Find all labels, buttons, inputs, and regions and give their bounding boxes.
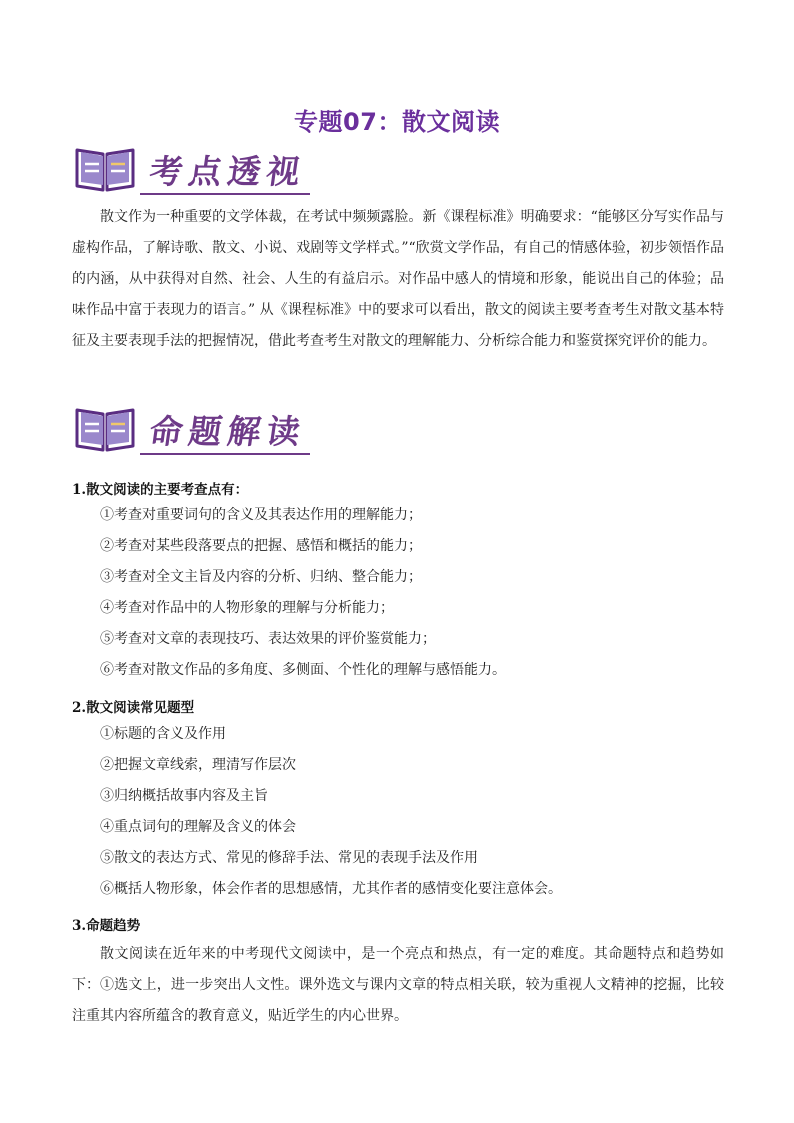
trend-intro: 散文阅读在近年来的中考现代文阅读中，是一个亮点和热点，有一定的难度。其命题特点和趋势如下： <box>72 946 724 993</box>
list-item: ④考查对作品中的人物形象的理解与分析能力； <box>100 600 394 616</box>
header-underline <box>140 193 310 195</box>
open-book-icon <box>74 404 136 452</box>
points-heading: 1.散文阅读的主要考查点有： <box>72 482 249 498</box>
header-underline <box>140 453 310 455</box>
list-item: ①标题的含义及作用 <box>100 726 226 742</box>
section-title-mingti: 命题解读 <box>146 412 309 451</box>
trend-heading: 3.命题趋势 <box>72 918 141 934</box>
section-header-mingti <box>74 404 314 460</box>
section-title-kaodian: 考点透视 <box>146 152 309 191</box>
list-item: ③归纳概括故事内容及主旨 <box>100 788 268 804</box>
list-item: ③考查对全文主旨及内容的分析、归纳、整合能力； <box>100 569 422 585</box>
types-list <box>100 719 740 905</box>
list-item: ①考查对重要词句的含义及其表达作用的理解能力； <box>100 507 422 523</box>
page-title: 专题07：散文阅读 <box>294 108 500 136</box>
trend-point-1: ①选文上，进一步突出人文性。课外选文与课内文章的特点相关联，较为重视人文精神的挖掘，比较注重其内容所蕴含的教育意义，贴近学生的内心世界。 <box>72 977 724 1024</box>
list-item: ⑤考查对文章的表现技巧、表达效果的评价鉴赏能力； <box>100 631 436 647</box>
list-item: ⑥概括人物形象，体会作者的思想感情，尤其作者的感情变化要注意体会。 <box>100 881 562 897</box>
intro-paragraph: 散文作为一种重要的文学体裁，在考试中频频露脸。新《课程标准》明确要求：“能够区分写实作品与虚构作品，了解诗歌、散文、小说、戏剧等文学样式。”“欣赏文学作品，有自己的情感体验，初步领悟作品的内涵，从中获得对自然、社会、人生的有益启示。对作品中感人的情境和形象，能说出自己的体验；品味作品中富于表现力的语言。” 从《课程标准》中的要求可以看出，散文的阅读主要考查考生对散文基本特征及主要表现手法的把握情况，借此考查考生对散文的理解能力、分析综合能力和鉴赏探究评价的能力。 <box>72 209 724 349</box>
types-heading: 2.散文阅读常见题型 <box>72 700 195 716</box>
list-item: ⑤散文的表达方式、常见的修辞手法、常见的表现手法及作用 <box>100 850 478 866</box>
section-header-kaodian <box>74 144 314 200</box>
open-book-icon <box>74 144 136 192</box>
list-item: ②考查对某些段落要点的把握、感悟和概括的能力； <box>100 538 422 554</box>
list-item: ④重点词句的理解及含义的体会 <box>100 819 296 835</box>
list-item: ②把握文章线索，理清写作层次 <box>100 757 296 773</box>
list-item: ⑥考查对散文作品的多角度、多侧面、个性化的理解与感悟能力。 <box>100 662 506 678</box>
points-list <box>100 500 740 686</box>
